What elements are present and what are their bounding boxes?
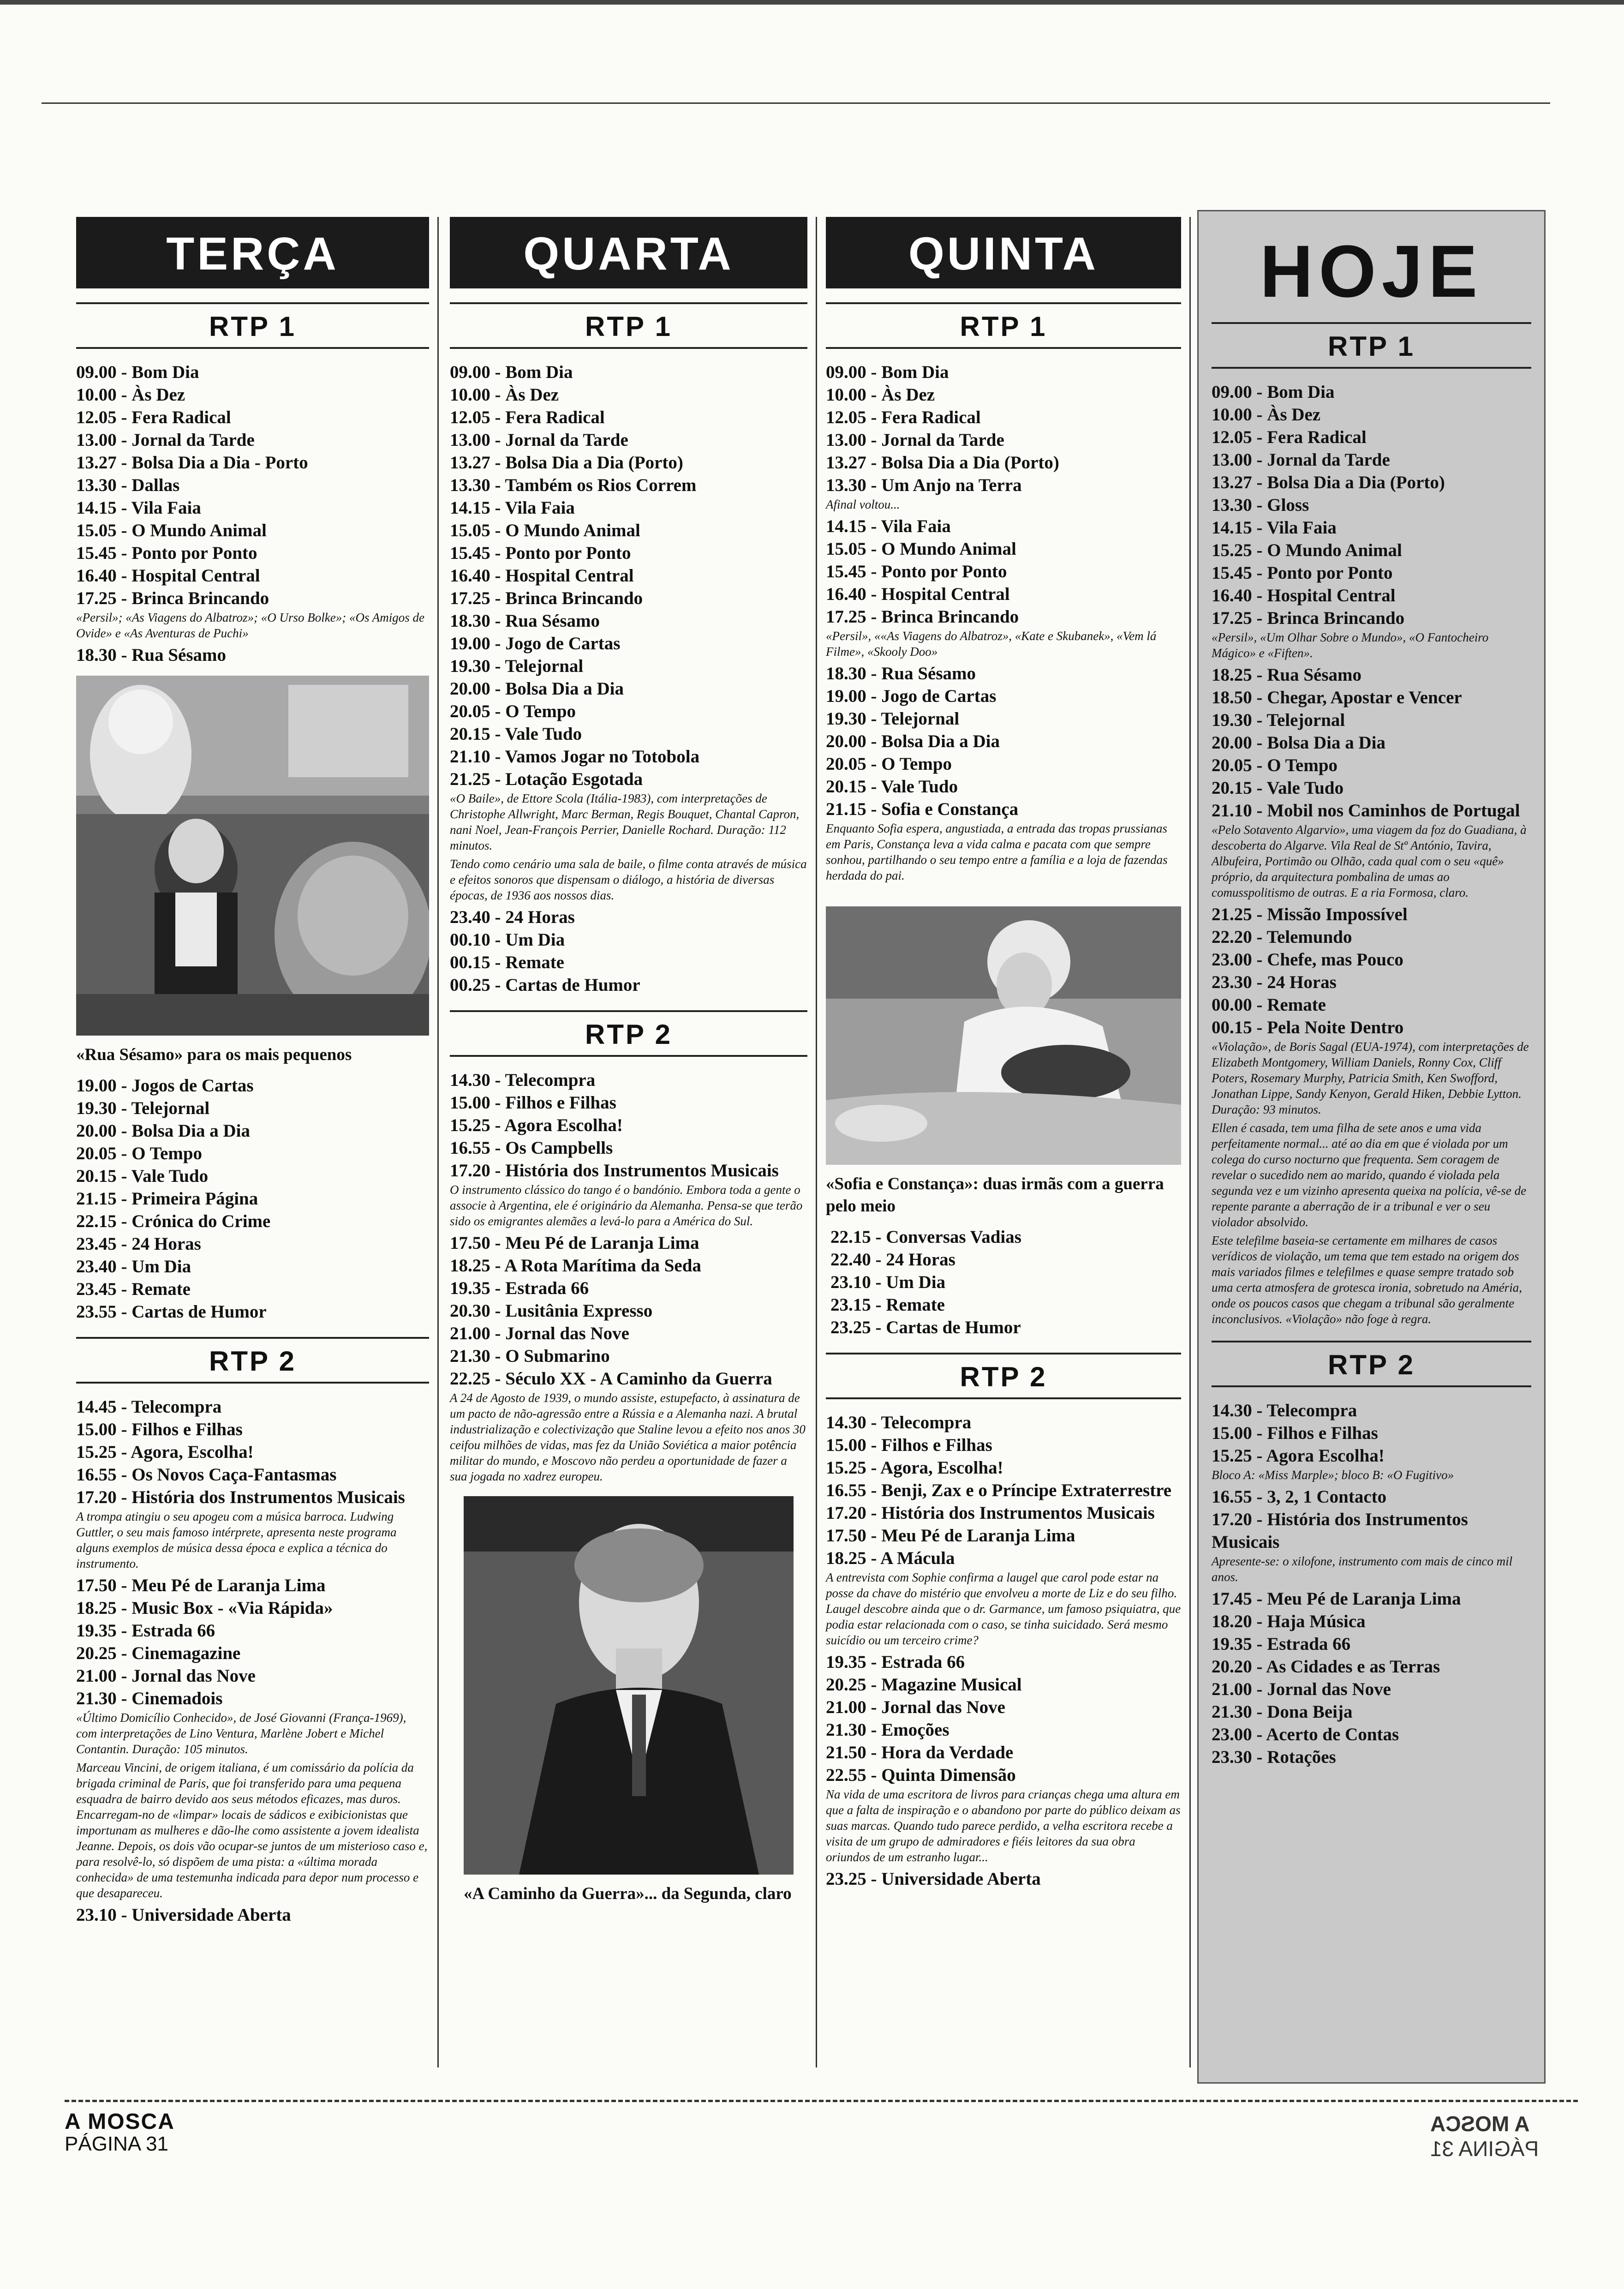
programme-item: 19.35 - Estrada 66 bbox=[76, 1621, 215, 1641]
programme-note: Apresente-se: o xilofone, instrumento com mais de cinco mil anos. bbox=[1212, 1554, 1513, 1584]
programme-item: 23.55 - Cartas de Humor bbox=[76, 1302, 267, 1322]
programme-item: 21.30 - Dona Beija bbox=[1212, 1702, 1353, 1722]
programme-item: 23.10 - Universidade Aberta bbox=[76, 1905, 291, 1925]
programme-item: 16.55 - Os Novos Caça-Fantasmas bbox=[76, 1465, 337, 1485]
programme-item: 20.05 - O Tempo bbox=[1212, 755, 1338, 775]
programme-item: 15.25 - Agora, Escolha! bbox=[76, 1442, 254, 1462]
channel-header-rtp1: RTP 1 bbox=[76, 302, 429, 349]
programme-note: Enquanto Sofia espera, angustiada, a entrada das tropas prussianas em Paris, Constança leva a vida calma e pacata com que sempre sonhou, partilhando o seu tempo entre a família e a loja de fazendas herdada do pai. bbox=[826, 821, 1168, 882]
programme-list bbox=[826, 1411, 1181, 1570]
day-header-quarta: QUARTA bbox=[450, 217, 807, 288]
programme-item: 21.25 - Lotação Esgotada bbox=[450, 769, 643, 789]
programme-note: «O Baile», de Ettore Scola (Itália-1983), com interpretações de Christophe Allwright, Marc Berman, Regis Bouquet, Chantal Capron, nani Noel, Jean-François Perrier, Danielle Rochard. Duração: 112 minutos. bbox=[450, 791, 800, 852]
programme-item: 20.15 - Vale Tudo bbox=[1212, 778, 1344, 798]
column-divider bbox=[437, 217, 439, 2067]
programme-item: 19.00 - Jogo de Cartas bbox=[826, 686, 997, 706]
programme-item: 17.50 - Meu Pé de Laranja Lima bbox=[826, 1526, 1075, 1546]
programme-item: 15.45 - Ponto por Ponto bbox=[826, 562, 1007, 581]
programme-note: A 24 de Agosto de 1939, o mundo assiste, estupefacto, à assinatura de um pacto de não-agressão entre a Rússia e a Alemanha nazi. A brutal industrialização e colectivização que Staline levou a efeito nos anos 30 ceifou milhões de vidas, mas fez da União Soviética a maior potência militar do mundo, e Moscovo não perdeu a oportunidade de fazer a sua jogada no xadrez europeu. bbox=[450, 1391, 806, 1483]
photo-caption: «Sofia e Constança»: duas irmãs com a guerra pelo meio bbox=[826, 1174, 1164, 1216]
programme-item: 15.45 - Ponto por Ponto bbox=[1212, 563, 1393, 583]
programme-item: 15.25 - Agora Escolha! bbox=[1212, 1446, 1385, 1466]
programme-item: 17.50 - Meu Pé de Laranja Lima bbox=[76, 1576, 326, 1595]
programme-item: 21.25 - Missão Impossível bbox=[1212, 905, 1408, 924]
programme-item: 13.27 - Bolsa Dia a Dia (Porto) bbox=[1212, 473, 1445, 492]
programme-item: 12.05 - Fera Radical bbox=[450, 407, 605, 427]
programme-item: 22.15 - Crónica do Crime bbox=[76, 1211, 271, 1231]
programme-item: 23.40 - Um Dia bbox=[76, 1257, 191, 1276]
programme-item: 19.30 - Telejornal bbox=[1212, 710, 1345, 730]
page-top-border bbox=[0, 0, 1624, 5]
programme-item: 10.00 - Às Dez bbox=[826, 385, 935, 405]
programme-item: 19.00 - Jogo de Cartas bbox=[450, 634, 621, 653]
channel-header-rtp2: RTP 2 bbox=[826, 1353, 1181, 1399]
programme-item: 17.25 - Brinca Brincando bbox=[826, 607, 1019, 627]
programme-item: 20.05 - O Tempo bbox=[76, 1144, 203, 1163]
programme-item: 16.55 - 3, 2, 1 Contacto bbox=[1212, 1487, 1387, 1507]
photo-sofia-constanca bbox=[826, 906, 1181, 1165]
day-header-hoje: HOJE bbox=[1260, 230, 1483, 312]
programme-item: 09.00 - Bom Dia bbox=[1212, 382, 1335, 402]
programme-item: 22.55 - Quinta Dimensão bbox=[826, 1765, 1016, 1785]
programme-list bbox=[830, 1226, 1181, 1339]
programme-item: 17.45 - Meu Pé de Laranja Lima bbox=[1212, 1589, 1461, 1609]
programme-item: 13.00 - Jornal da Tarde bbox=[826, 430, 1004, 450]
programme-item: 14.45 - Telecompra bbox=[76, 1397, 222, 1417]
programme-item: 13.27 - Bolsa Dia a Dia (Porto) bbox=[826, 453, 1059, 473]
programme-item: 09.00 - Bom Dia bbox=[826, 362, 949, 382]
footer-right-show-through bbox=[1430, 2111, 1546, 2161]
programme-list bbox=[450, 1069, 807, 1182]
programme-item: 21.10 - Mobil nos Caminhos de Portugal bbox=[1212, 801, 1520, 821]
programme-item: 19.35 - Estrada 66 bbox=[1212, 1634, 1351, 1654]
programme-item: 20.25 - Cinemagazine bbox=[76, 1643, 241, 1663]
programme-item: 20.00 - Bolsa Dia a Dia bbox=[1212, 733, 1386, 753]
programme-list bbox=[826, 1651, 1181, 1786]
programme-note: Este telefilme baseia-se certamente em milhares de casos verídicos de violação, um tema que tem estado na origem dos mais variados filmes e telefilmes e quase sempre tratado sob uma certa atmosfera de grotesca ironia, sobretudo na Améria, onde os poucos casos que chegam a tribunal são geralmente inconclusivos. «Violação» não foge à regra. bbox=[1212, 1234, 1522, 1326]
programme-item: 20.00 - Bolsa Dia a Dia bbox=[450, 679, 624, 699]
programme-item: 15.05 - O Mundo Animal bbox=[76, 521, 267, 540]
programme-item: 23.30 - Rotações bbox=[1212, 1747, 1336, 1767]
programme-item: 15.05 - O Mundo Animal bbox=[450, 521, 640, 540]
programme-item: 13.00 - Jornal da Tarde bbox=[450, 430, 628, 450]
programme-list bbox=[826, 515, 1181, 628]
page-number: PÁGINA 31 bbox=[65, 2133, 169, 2155]
programme-item: 21.30 - Emoções bbox=[826, 1720, 949, 1740]
programme-note: «Último Domicílio Conhecido», de José Giovanni (França-1969), com interpretações de Lino Ventura, Marlène Jobert e Michel Contantin. Duração: 105 minutos. bbox=[76, 1711, 406, 1756]
programme-item: 00.10 - Um Dia bbox=[450, 930, 565, 950]
programme-item: 18.25 - Music Box - «Via Rápida» bbox=[76, 1598, 333, 1618]
programme-note: Ellen é casada, tem uma filha de sete anos e uma vida perfeitamente normal... até ao dia em que é violada por um colega do curso nocturno que frequenta. Sem coragem de revelar o sucedido nem ao marido, quando é violada pela segunda vez e um vizinho apresenta queixa na polícia, vê-se de repente parante a aberração de ir a tribunal e ver o seu violador absolvido. bbox=[1212, 1121, 1527, 1229]
programme-item: 16.55 - Benji, Zax e o Príncipe Extraterrestre bbox=[826, 1480, 1172, 1500]
programme-item: 21.00 - Jornal das Nove bbox=[826, 1697, 1005, 1717]
programme-item: 20.15 - Vale Tudo bbox=[826, 777, 958, 797]
programme-note: «Persil», «Um Olhar Sobre o Mundo», «O Fantocheiro Mágico» e «Fiften». bbox=[1212, 630, 1489, 660]
programme-item: 18.30 - Rua Sésamo bbox=[826, 664, 976, 683]
programme-item: 20.00 - Bolsa Dia a Dia bbox=[826, 731, 1000, 751]
publication-name-mirrored: A MOSCA bbox=[1430, 2112, 1530, 2136]
programme-item: 14.30 - Telecompra bbox=[1212, 1401, 1357, 1420]
programme-item: 15.05 - O Mundo Animal bbox=[826, 539, 1016, 559]
programme-note: «Pelo Sotavento Algarvio», uma viagem da foz do Guadiana, à descoberta do Algarve. Vila Real de Stº António, Tavira, Albufeira, Portimão ou Olhão, cada qual com o seu «quê» próprio, da arquitectura pombalina de umas ao comusspolitismo de outras. E a ria Formosa, claro. bbox=[1212, 823, 1527, 899]
programme-note: Na vida de uma escritora de livros para crianças chega uma altura em que a falta de inspiração e o abandono por parte do público deixam as suas marcas. Quando tudo parece perdido, a velha escritora recebe a visita de um grupo de admiradores e fiéis leitores da sua obra oriundos de um estranho lugar... bbox=[826, 1787, 1181, 1864]
programme-item: 23.25 - Universidade Aberta bbox=[826, 1869, 1041, 1889]
programme-item: 17.20 - História dos Instrumentos Musicais bbox=[826, 1503, 1155, 1523]
programme-list bbox=[1212, 1486, 1531, 1553]
photo-caminho-guerra bbox=[464, 1496, 794, 1875]
programme-item: 23.45 - 24 Horas bbox=[76, 1234, 201, 1254]
programme-item: 19.35 - Estrada 66 bbox=[826, 1652, 965, 1672]
programme-item: 12.05 - Fera Radical bbox=[1212, 427, 1367, 447]
programme-note: Marceau Vincini, de origem italiana, é um comissário da polícia da brigada criminal de Paris, que foi transferido para uma pequena esquadra de bairro devido aos seus métodos eficazes, mas duros. Encarregam-no de «limpar» locais de sádicos e exibicionistas que importunam as mulheres e dão-lhe como assistente a jovem idealista Jeanne. Depois, os dois vão ocupar-se juntos de um misterioso caso e, para resolvê-lo, só dispõem de uma pista: a «última morada conhecida» de uma testemunha indicada para depor num processo e que desapareceu. bbox=[76, 1761, 428, 1900]
programme-item: 14.30 - Telecompra bbox=[450, 1070, 596, 1090]
programme-item: 10.00 - Às Dez bbox=[1212, 405, 1321, 425]
photo-caminho-guerra-image bbox=[464, 1496, 794, 1875]
programme-item: 17.25 - Brinca Brincando bbox=[450, 588, 643, 608]
programme-item: 20.30 - Lusitânia Expresso bbox=[450, 1301, 653, 1321]
programme-item: 15.00 - Filhos e Filhas bbox=[1212, 1423, 1378, 1443]
programme-item: 17.20 - História dos Instrumentos Musicais bbox=[76, 1487, 405, 1507]
programme-item: 15.25 - Agora Escolha! bbox=[450, 1115, 623, 1135]
channel-header-rtp2: RTP 2 bbox=[76, 1337, 429, 1384]
programme-list bbox=[450, 906, 807, 996]
programme-item: 19.30 - Telejornal bbox=[826, 709, 960, 729]
programme-item: 20.15 - Vale Tudo bbox=[76, 1166, 209, 1186]
programme-item: 16.55 - Os Campbells bbox=[450, 1138, 613, 1158]
programme-list bbox=[76, 361, 429, 610]
programme-item: 17.50 - Meu Pé de Laranja Lima bbox=[450, 1233, 699, 1253]
programme-item: 23.15 - Remate bbox=[830, 1295, 945, 1315]
programme-note: «Persil»; «As Viagens do Albatroz»; «O Urso Bolke»; «Os Amigos de Ovide» e «As Aventuras de Puchi» bbox=[76, 611, 424, 640]
footer-left bbox=[65, 2109, 175, 2156]
programme-item: 23.00 - Chefe, mas Pouco bbox=[1212, 950, 1403, 970]
programme-item: 13.27 - Bolsa Dia a Dia (Porto) bbox=[450, 453, 683, 473]
channel-header-rtp2: RTP 2 bbox=[450, 1010, 807, 1057]
programme-list bbox=[76, 1396, 429, 1509]
programme-item: 23.45 - Remate bbox=[76, 1279, 191, 1299]
programme-item: 16.40 - Hospital Central bbox=[826, 584, 1010, 604]
programme-item: 17.25 - Brinca Brincando bbox=[76, 588, 269, 608]
programme-item: 15.25 - O Mundo Animal bbox=[1212, 540, 1402, 560]
programme-note: Afinal voltou... bbox=[826, 497, 900, 511]
column-quinta bbox=[826, 217, 1181, 1890]
programme-item: 21.10 - Vamos Jogar no Totobola bbox=[450, 747, 700, 767]
photo-sofia-constanca-image bbox=[826, 906, 1181, 1165]
programme-item: 13.30 - Dallas bbox=[76, 475, 180, 495]
programme-item: 18.25 - A Mácula bbox=[826, 1548, 955, 1568]
channel-header-rtp1: RTP 1 bbox=[450, 302, 807, 349]
photo-rua-sesamo bbox=[76, 676, 429, 1036]
programme-item: 10.00 - Às Dez bbox=[76, 385, 185, 405]
programme-item: 13.00 - Jornal da Tarde bbox=[1212, 450, 1390, 470]
programme-item: 17.25 - Brinca Brincando bbox=[1212, 608, 1405, 628]
programme-list bbox=[1212, 903, 1531, 1039]
channel-header-rtp2: RTP 2 bbox=[1212, 1341, 1531, 1387]
programme-note: Tendo como cenário uma sala de baile, o filme conta através de música e efeitos sonoros que dispensam o diálogo, a história de diversas épocas, de 1936 aos nossos dias. bbox=[450, 857, 807, 902]
photo-caption: «Rua Sésamo» para os mais pequenos bbox=[76, 1045, 352, 1064]
publication-name: A MOSCA bbox=[65, 2109, 175, 2134]
programme-item: 12.05 - Fera Radical bbox=[76, 407, 231, 427]
programme-list bbox=[1212, 1399, 1531, 1467]
page-number-mirrored: PÁGINA 31 bbox=[1430, 2137, 1539, 2161]
programme-item: 00.15 - Pela Noite Dentro bbox=[1212, 1018, 1404, 1037]
programme-item: 00.00 - Remate bbox=[1212, 995, 1326, 1015]
programme-item: 13.30 - Gloss bbox=[1212, 495, 1309, 515]
programme-item: 22.20 - Telemundo bbox=[1212, 927, 1352, 947]
programme-item: 20.05 - O Tempo bbox=[450, 701, 576, 721]
programme-item: 22.40 - 24 Horas bbox=[830, 1250, 955, 1270]
column-quarta bbox=[450, 217, 807, 1913]
programme-note: Bloco A: «Miss Marple»; bloco B: «O Fugitivo» bbox=[1212, 1468, 1454, 1482]
programme-list bbox=[76, 1074, 429, 1323]
programme-list bbox=[76, 1574, 429, 1710]
programme-item: 20.15 - Vale Tudo bbox=[450, 724, 582, 744]
programme-item: 13.30 - Um Anjo na Terra bbox=[826, 475, 1022, 495]
programme-item: 14.30 - Telecompra bbox=[826, 1413, 972, 1432]
programme-list bbox=[1212, 664, 1531, 822]
programme-item: 00.15 - Remate bbox=[450, 953, 564, 972]
programme-item: 13.00 - Jornal da Tarde bbox=[76, 430, 255, 450]
programme-item: 20.20 - As Cidades e as Terras bbox=[1212, 1657, 1440, 1677]
programme-item: 18.30 - Rua Sésamo bbox=[450, 611, 600, 631]
programme-item: 21.00 - Jornal das Nove bbox=[1212, 1679, 1391, 1699]
programme-list bbox=[450, 361, 807, 791]
programme-item: 14.15 - Vila Faia bbox=[76, 498, 201, 518]
programme-item: 15.45 - Ponto por Ponto bbox=[76, 543, 257, 563]
programme-item: 15.00 - Filhos e Filhas bbox=[76, 1420, 243, 1439]
programme-list bbox=[826, 662, 1181, 821]
programme-note: A trompa atingiu o seu apogeu com a música barroca. Ludwing Guttler, o seu mais famoso intérprete, apresenta neste programa alguns exemplos de música dessa época e explica a técnica do instrumento. bbox=[76, 1510, 397, 1570]
programme-item: 15.25 - Agora, Escolha! bbox=[826, 1458, 1003, 1478]
programme-item: 21.00 - Jornal das Nove bbox=[450, 1324, 629, 1343]
programme-list bbox=[1212, 381, 1531, 629]
programme-item: 14.15 - Vila Faia bbox=[450, 498, 575, 518]
programme-item: 18.30 - Rua Sésamo bbox=[76, 645, 227, 665]
column-terca bbox=[76, 217, 429, 1926]
programme-item: 16.40 - Hospital Central bbox=[76, 566, 260, 586]
programme-item: 10.00 - Às Dez bbox=[450, 385, 559, 405]
programme-item: 20.00 - Bolsa Dia a Dia bbox=[76, 1121, 251, 1141]
programme-item: 19.35 - Estrada 66 bbox=[450, 1278, 589, 1298]
programme-note: A entrevista com Sophie confirma a laugel que carol pode estar na posse da chave do mistério que envolveu a morte de Liz e do seu filho. Laugel descobre ainda que o dr. Garmance, um famoso psiquiatra, que podia estar relacionada com o caso, se tinha suicidado. Será mesmo suicídio ou um terceiro crime? bbox=[826, 1570, 1181, 1647]
programme-item: 17.20 - História dos Instrumentos Musicais bbox=[450, 1161, 779, 1180]
programme-list bbox=[1212, 1588, 1531, 1768]
programme-item: 23.30 - 24 Horas bbox=[1212, 972, 1337, 992]
programme-item: 21.00 - Jornal das Nove bbox=[76, 1666, 256, 1686]
programme-item: 09.00 - Bom Dia bbox=[76, 362, 199, 382]
programme-item: 17.20 - História dos Instrumentos Musicais bbox=[1212, 1510, 1468, 1552]
channel-header-rtp1: RTP 1 bbox=[1212, 322, 1531, 369]
programme-item: 21.50 - Hora da Verdade bbox=[826, 1743, 1014, 1762]
programme-item: 15.45 - Ponto por Ponto bbox=[450, 543, 631, 563]
programme-item: 15.00 - Filhos e Filhas bbox=[826, 1435, 992, 1455]
programme-list bbox=[450, 1232, 807, 1390]
channel-header-rtp1: RTP 1 bbox=[826, 302, 1181, 349]
programme-item: 00.25 - Cartas de Humor bbox=[450, 975, 640, 995]
programme-item: 23.00 - Acerto de Contas bbox=[1212, 1725, 1399, 1744]
programme-item: 21.15 - Sofia e Constança bbox=[826, 799, 1019, 819]
programme-item: 16.40 - Hospital Central bbox=[450, 566, 634, 586]
programme-item: 19.30 - Telejornal bbox=[450, 656, 584, 676]
programme-item: 21.30 - O Submarino bbox=[450, 1346, 610, 1366]
programme-note: «Persil», ««As Viagens do Albatroz», «Kate e Skubanek», «Vem lá Filme», «Skooly Doo» bbox=[826, 629, 1157, 659]
programme-item: 23.10 - Um Dia bbox=[830, 1272, 946, 1292]
programme-item: 12.05 - Fera Radical bbox=[826, 407, 981, 427]
programme-item: 19.00 - Jogos de Cartas bbox=[76, 1076, 254, 1096]
programme-item: 23.40 - 24 Horas bbox=[450, 907, 575, 927]
programme-item: 20.05 - O Tempo bbox=[826, 754, 952, 774]
programme-item: 13.30 - Também os Rios Correm bbox=[450, 475, 697, 495]
day-header-quinta: QUINTA bbox=[826, 217, 1181, 288]
programme-item: 16.40 - Hospital Central bbox=[1212, 586, 1396, 605]
column-divider bbox=[1189, 217, 1191, 2067]
programme-note: O instrumento clássico do tango é o bandónio. Embora toda a gente o associe à Argentina, ele é originário da Alemanha. Pensa-se que terão sido os emigrantes alemães a levá-lo para a América do Sul. bbox=[450, 1183, 803, 1228]
day-header-terca: TERÇA bbox=[76, 217, 429, 288]
programme-item: 14.15 - Vila Faia bbox=[826, 516, 951, 536]
programme-item: 22.15 - Conversas Vadias bbox=[830, 1227, 1021, 1247]
programme-item: 21.30 - Cinemadois bbox=[76, 1689, 223, 1708]
programme-item: 18.25 - A Rota Marítima da Seda bbox=[450, 1256, 701, 1276]
programme-item: 18.25 - Rua Sésamo bbox=[1212, 665, 1362, 685]
programme-item: 22.25 - Século XX - A Caminho da Guerra bbox=[450, 1369, 772, 1389]
programme-item: 14.15 - Vila Faia bbox=[1212, 518, 1337, 538]
programme-item: 09.00 - Bom Dia bbox=[450, 362, 573, 382]
footer-rule bbox=[65, 2100, 1578, 2105]
photo-rua-sesamo-image bbox=[76, 676, 429, 1036]
programme-item: 18.20 - Haja Música bbox=[1212, 1612, 1366, 1631]
programme-item: 20.25 - Magazine Musical bbox=[826, 1675, 1022, 1695]
programme-item: 23.25 - Cartas de Humor bbox=[830, 1318, 1021, 1337]
programme-item: 21.15 - Primeira Página bbox=[76, 1189, 258, 1209]
programme-item: 13.27 - Bolsa Dia a Dia - Porto bbox=[76, 453, 308, 473]
programme-item: 15.00 - Filhos e Filhas bbox=[450, 1093, 616, 1113]
photo-caption: «A Caminho da Guerra»... da Segunda, claro bbox=[464, 1884, 792, 1903]
programme-note: «Violação», de Boris Sagal (EUA-1974), com interpretações de Elizabeth Montgomery, William Daniels, Ronny Cox, Cliff Poters, Rosemary Murphy, Patricia Smith, Ken Swofford, Jonathan Lippe, Sandy Kenyon, Gerald Hiken, Debbie Lytton. Duração: 93 minutos. bbox=[1212, 1040, 1529, 1116]
header-rule bbox=[42, 102, 1550, 104]
programme-item: 18.50 - Chegar, Apostar e Vencer bbox=[1212, 688, 1462, 707]
column-divider bbox=[816, 217, 817, 2067]
programme-item: 19.30 - Telejornal bbox=[76, 1098, 210, 1118]
programme-list bbox=[826, 361, 1181, 497]
column-hoje bbox=[1197, 210, 1546, 2084]
